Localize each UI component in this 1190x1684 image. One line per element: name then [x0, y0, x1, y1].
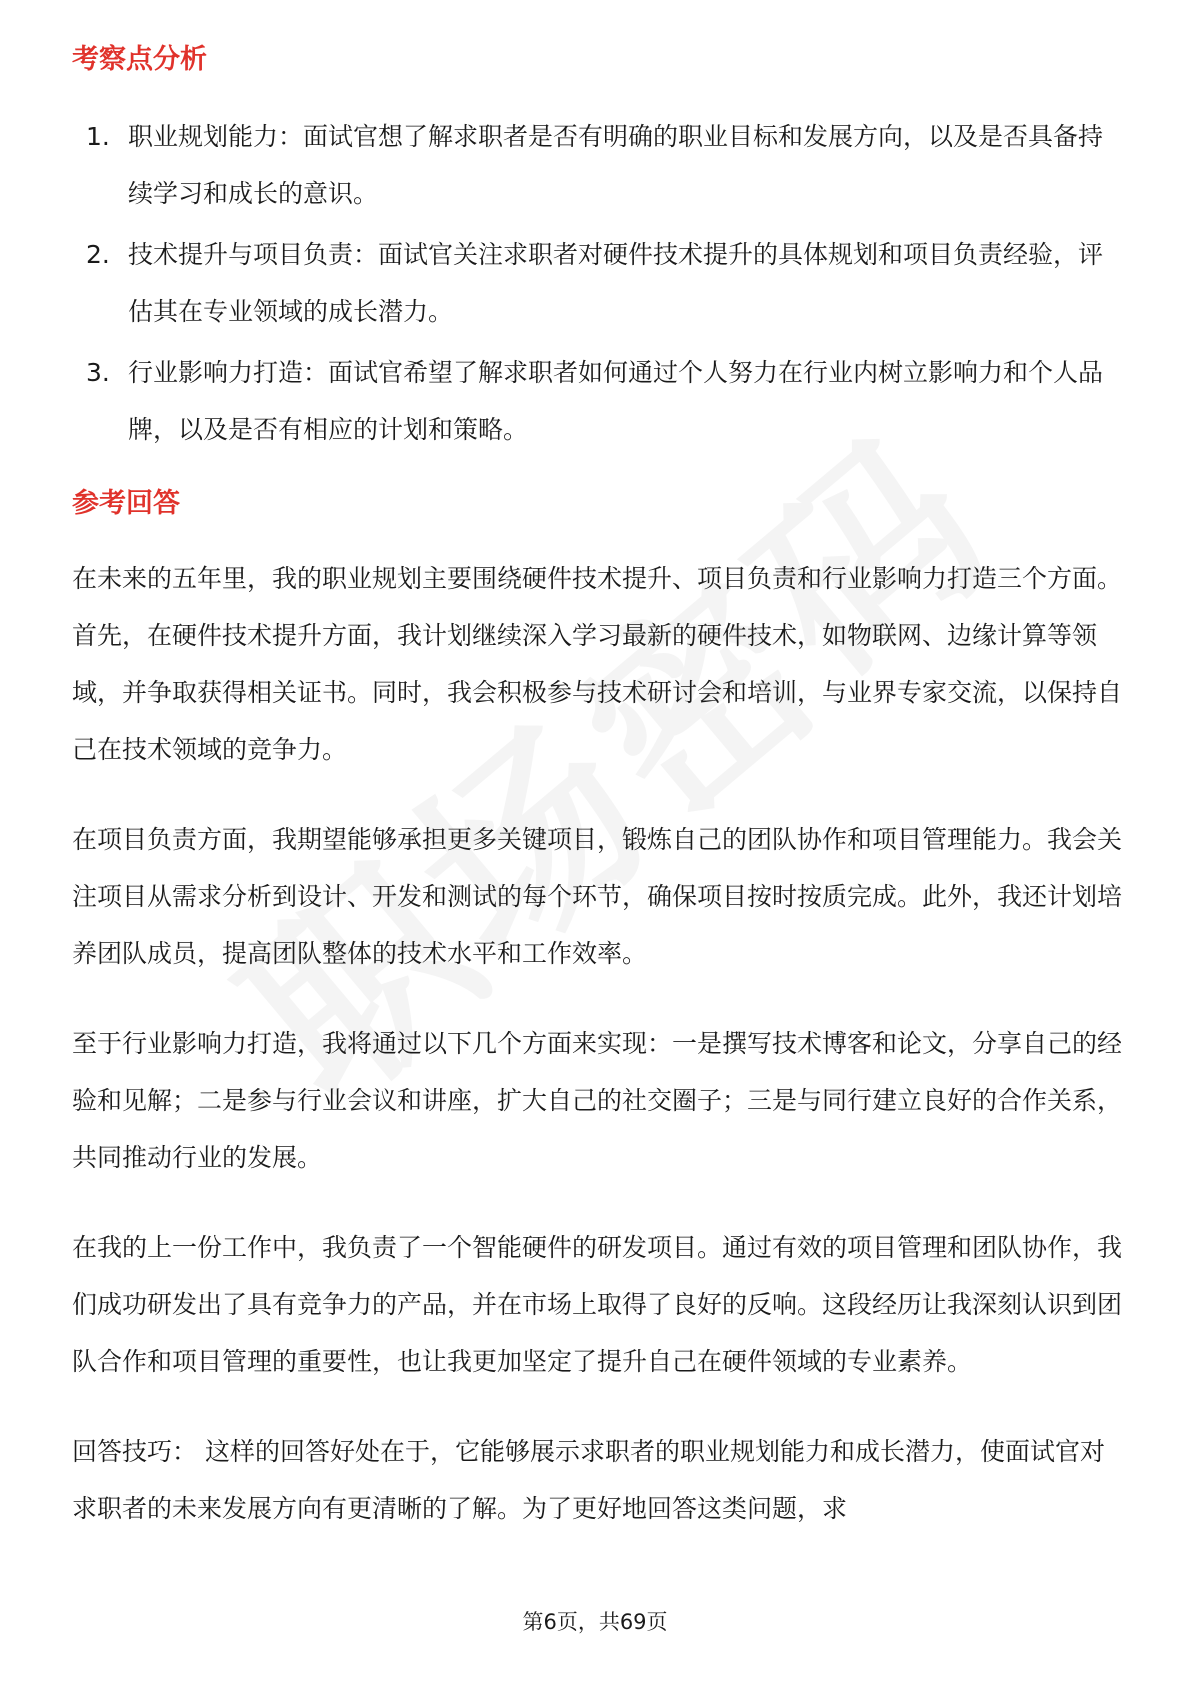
section-title-answer: 参考回答 — [72, 488, 180, 519]
section-title-analysis: 考察点分析 — [72, 44, 207, 75]
list-item-number: 2. — [86, 240, 110, 269]
list-item-text: 行业影响力打造：面试官希望了解求职者如何通过个人努力在行业内树立影响力和个人品牌，以及是否有相应的计划和策略。 — [128, 358, 1104, 444]
answer-tips-paragraph: 回答技巧： 这样的回答好处在于，它能够展示求职者的职业规划能力和成长潜力，使面试官对求职者的未来发展方向有更清晰的了解。为了更好地回答这类问题，求 — [72, 1437, 1105, 1523]
document-body — [72, 40, 1122, 1570]
list-item — [72, 344, 1122, 458]
answer-paragraph: 至于行业影响力打造，我将通过以下几个方面来实现：一是撰写技术博客和论文，分享自己的经验和见解；二是参与行业会议和讲座，扩大自己的社交圈子；三是与同行建立良好的合作关系，共同推动行业的发展。 — [72, 1029, 1123, 1172]
list-item-text: 职业规划能力：面试官想了解求职者是否有明确的职业目标和发展方向，以及是否具备持续学习和成长的意识。 — [128, 122, 1104, 208]
list-item-text: 技术提升与项目负责：面试官关注求职者对硬件技术提升的具体规划和项目负责经验，评估其在专业领域的成长潜力。 — [128, 240, 1104, 326]
list-item-number: 3. — [86, 358, 110, 387]
analysis-point-list — [72, 108, 1122, 458]
answer-paragraph: 在未来的五年里，我的职业规划主要围绕硬件技术提升、项目负责和行业影响力打造三个方面。首先，在硬件技术提升方面，我计划继续深入学习最新的硬件技术，如物联网、边缘计算等领域，并争取获得相关证书。同时，我会积极参与技术研讨会和培训，与业界专家交流，以保持自己在技术领域的竞争力。 — [72, 564, 1123, 764]
answer-paragraph: 在项目负责方面，我期望能够承担更多关键项目，锻炼自己的团队协作和项目管理能力。我会关注项目从需求分析到设计、开发和测试的每个环节，确保项目按时按质完成。此外，我还计划培养团队成员，提高团队整体的技术水平和工作效率。 — [72, 825, 1123, 968]
list-item-number: 1. — [86, 122, 110, 151]
list-item — [72, 108, 1122, 222]
answer-paragraph: 在我的上一份工作中，我负责了一个智能硬件的研发项目。通过有效的项目管理和团队协作，我们成功研发出了具有竞争力的产品，并在市场上取得了良好的反响。这段经历让我深刻认识到团队合作和项目管理的重要性，也让我更加坚定了提升自己在硬件领域的专业素养。 — [72, 1233, 1123, 1376]
list-item — [72, 226, 1122, 340]
page-number: 第6页，共69页 — [522, 1610, 668, 1634]
